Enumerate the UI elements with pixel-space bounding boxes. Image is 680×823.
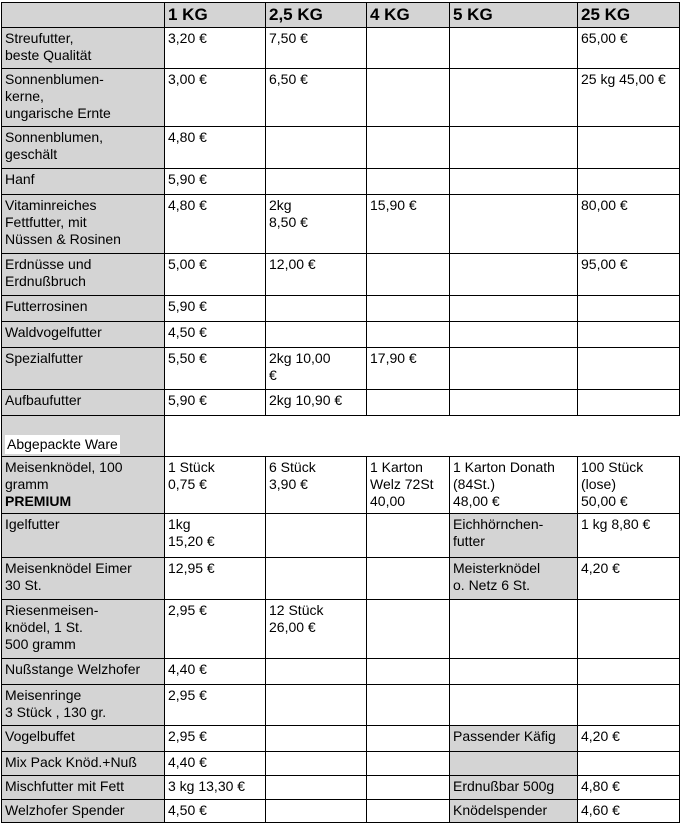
product-name-cell: Streufutter, beste Qualität	[2, 28, 165, 69]
table-row	[2, 457, 680, 514]
price-cell: 1 kg 8,80 €	[578, 514, 680, 558]
table-row	[2, 127, 680, 169]
price-cell: 2kg 8,50 €	[266, 195, 367, 254]
price-cell	[578, 685, 680, 726]
price-cell: 2kg 10,00 €	[266, 348, 367, 390]
price-cell	[266, 752, 367, 776]
product-name-cell: Erdnüsse und Erdnußbruch	[2, 254, 165, 296]
price-cell: 15,90 €	[367, 195, 450, 254]
price-cell	[367, 800, 450, 823]
price-cell	[266, 169, 367, 195]
price-cell: 1 Karton Welz 72St 40,00	[367, 457, 450, 514]
section-cell	[2, 416, 165, 457]
price-cell	[367, 776, 450, 800]
price-cell: 1 Stück 0,75 €	[165, 457, 266, 514]
price-cell	[367, 685, 450, 726]
price-cell	[266, 685, 367, 726]
price-cell	[266, 800, 367, 823]
price-cell: 3,00 €	[165, 69, 266, 127]
price-cell	[578, 390, 680, 416]
price-cell: 1 Karton Donath (84St.) 48,00 €	[450, 457, 578, 514]
bulk-rows	[2, 28, 680, 416]
price-cell: 6,50 €	[266, 69, 367, 127]
price-cell	[450, 685, 578, 726]
price-cell: 17,90 €	[367, 348, 450, 390]
price-cell	[450, 169, 578, 195]
price-cell	[367, 514, 450, 558]
price-table	[1, 2, 680, 823]
product-name-cell: Vitaminreiches Fettfutter, mit Nüssen & Rosinen	[2, 195, 165, 254]
price-cell	[450, 69, 578, 127]
price-cell: 2,95 €	[165, 685, 266, 726]
price-cell: 6 Stück 3,90 €	[266, 457, 367, 514]
price-cell: 4,50 €	[165, 800, 266, 823]
price-cell	[367, 28, 450, 69]
price-cell	[578, 322, 680, 348]
table-row	[2, 348, 680, 390]
price-cell	[450, 28, 578, 69]
price-cell	[450, 195, 578, 254]
table-row	[2, 254, 680, 296]
table-row	[2, 390, 680, 416]
price-cell	[450, 296, 578, 322]
price-cell: 65,00 €	[578, 28, 680, 69]
section-gap	[165, 416, 680, 457]
price-cell	[578, 169, 680, 195]
price-cell: 5,90 €	[165, 390, 266, 416]
section-row	[2, 416, 680, 457]
price-cell	[266, 726, 367, 752]
table-row	[2, 800, 680, 823]
price-cell: 12 Stück 26,00 €	[266, 600, 367, 659]
table-row	[2, 69, 680, 127]
price-cell	[367, 726, 450, 752]
header-cell: 25 KG	[578, 3, 680, 28]
price-cell	[367, 296, 450, 322]
price-cell	[578, 659, 680, 685]
price-cell	[450, 390, 578, 416]
product-name-cell: Eichhörnchen- futter	[450, 514, 578, 558]
price-cell	[367, 390, 450, 416]
price-cell: 12,95 €	[165, 558, 266, 600]
price-cell	[367, 169, 450, 195]
product-name: Meisenknödel, 100 gramm	[5, 459, 123, 492]
product-name-cell: Mix Pack Knöd.+Nuß	[2, 752, 165, 776]
product-name-cell: Meisenringe 3 Stück , 130 gr.	[2, 685, 165, 726]
price-cell	[578, 600, 680, 659]
product-name-cell: Welzhofer Spender	[2, 800, 165, 823]
product-name-cell: Futterrosinen	[2, 296, 165, 322]
product-name-cell: Mischfutter mit Fett	[2, 776, 165, 800]
header-cell	[2, 3, 165, 28]
price-cell: 5,50 €	[165, 348, 266, 390]
price-cell: 4,80 €	[165, 127, 266, 169]
price-cell: 3 kg 13,30 €	[165, 776, 266, 800]
table-row	[2, 685, 680, 726]
product-name-cell: Vogelbuffet	[2, 726, 165, 752]
price-cell: 4,50 €	[165, 322, 266, 348]
price-cell	[450, 659, 578, 685]
table-row	[2, 195, 680, 254]
price-cell	[450, 254, 578, 296]
price-cell: 3,20 €	[165, 28, 266, 69]
price-cell	[367, 322, 450, 348]
price-cell: 25 kg 45,00 €	[578, 69, 680, 127]
section-label: Abgepackte Ware	[7, 436, 118, 452]
price-cell	[367, 254, 450, 296]
price-cell	[367, 69, 450, 127]
header-cell: 1 KG	[165, 3, 266, 28]
premium-label: PREMIUM	[5, 493, 72, 509]
price-cell: 100 Stück (lose) 50,00 €	[578, 457, 680, 514]
price-cell	[578, 127, 680, 169]
table-row	[2, 558, 680, 600]
price-cell: 4,40 €	[165, 659, 266, 685]
price-cell	[450, 322, 578, 348]
price-cell	[367, 752, 450, 776]
price-cell: 80,00 €	[578, 195, 680, 254]
table-row	[2, 776, 680, 800]
product-name-cell: Igelfutter	[2, 514, 165, 558]
product-name-cell: Hanf	[2, 169, 165, 195]
price-cell	[367, 127, 450, 169]
table-row	[2, 296, 680, 322]
table-row	[2, 726, 680, 752]
price-cell	[266, 514, 367, 558]
product-name-cell: Sonnenblumen, geschält	[2, 127, 165, 169]
price-cell	[450, 348, 578, 390]
price-cell	[578, 752, 680, 776]
product-name-cell: Spezialfutter	[2, 348, 165, 390]
price-cell	[266, 322, 367, 348]
header-row	[2, 3, 680, 28]
price-cell: 5,00 €	[165, 254, 266, 296]
price-cell: 2kg 10,90 €	[266, 390, 367, 416]
table-row	[2, 659, 680, 685]
product-name-cell	[450, 752, 578, 776]
price-cell: 4,40 €	[165, 752, 266, 776]
product-name-cell: Knödelspender	[450, 800, 578, 823]
table-row	[2, 600, 680, 659]
price-cell: 5,90 €	[165, 296, 266, 322]
price-cell: 2,95 €	[165, 726, 266, 752]
price-cell	[266, 558, 367, 600]
price-cell: 4,20 €	[578, 558, 680, 600]
table-row	[2, 322, 680, 348]
price-cell	[450, 127, 578, 169]
product-name-cell: Sonnenblumen- kerne, ungarische Ernte	[2, 69, 165, 127]
price-cell	[578, 348, 680, 390]
header-cell: 5 KG	[450, 3, 578, 28]
price-cell	[266, 296, 367, 322]
product-name-cell: Erdnußbar 500g	[450, 776, 578, 800]
product-name-cell: Meisterknödel o. Netz 6 St.	[450, 558, 578, 600]
price-cell: 4,80 €	[578, 776, 680, 800]
price-cell: 5,90 €	[165, 169, 266, 195]
product-name-cell: Passender Käfig	[450, 726, 578, 752]
price-cell: 7,50 €	[266, 28, 367, 69]
header-cell: 4 KG	[367, 3, 450, 28]
price-cell: 12,00 €	[266, 254, 367, 296]
product-name-cell: Nußstange Welzhofer	[2, 659, 165, 685]
header-cell: 2,5 KG	[266, 3, 367, 28]
product-name-cell: Meisenknödel Eimer 30 St.	[2, 558, 165, 600]
price-cell	[578, 296, 680, 322]
product-name-cell: Riesenmeisen- knödel, 1 St. 500 gramm	[2, 600, 165, 659]
table-row	[2, 28, 680, 69]
price-cell	[266, 127, 367, 169]
price-cell: 4,80 €	[165, 195, 266, 254]
product-name-cell: Aufbaufutter	[2, 390, 165, 416]
packaged-rows	[2, 514, 680, 823]
table-row	[2, 169, 680, 195]
price-cell: 95,00 €	[578, 254, 680, 296]
price-cell: 4,20 €	[578, 726, 680, 752]
price-cell	[450, 600, 578, 659]
price-cell: 2,95 €	[165, 600, 266, 659]
price-cell	[266, 776, 367, 800]
price-cell	[367, 600, 450, 659]
price-cell	[367, 558, 450, 600]
table-row	[2, 514, 680, 558]
price-cell: 4,60 €	[578, 800, 680, 823]
price-cell	[266, 659, 367, 685]
product-name-cell: Waldvogelfutter	[2, 322, 165, 348]
price-cell	[367, 659, 450, 685]
product-name-cell	[2, 457, 165, 514]
table-row	[2, 752, 680, 776]
price-cell: 1kg 15,20 €	[165, 514, 266, 558]
